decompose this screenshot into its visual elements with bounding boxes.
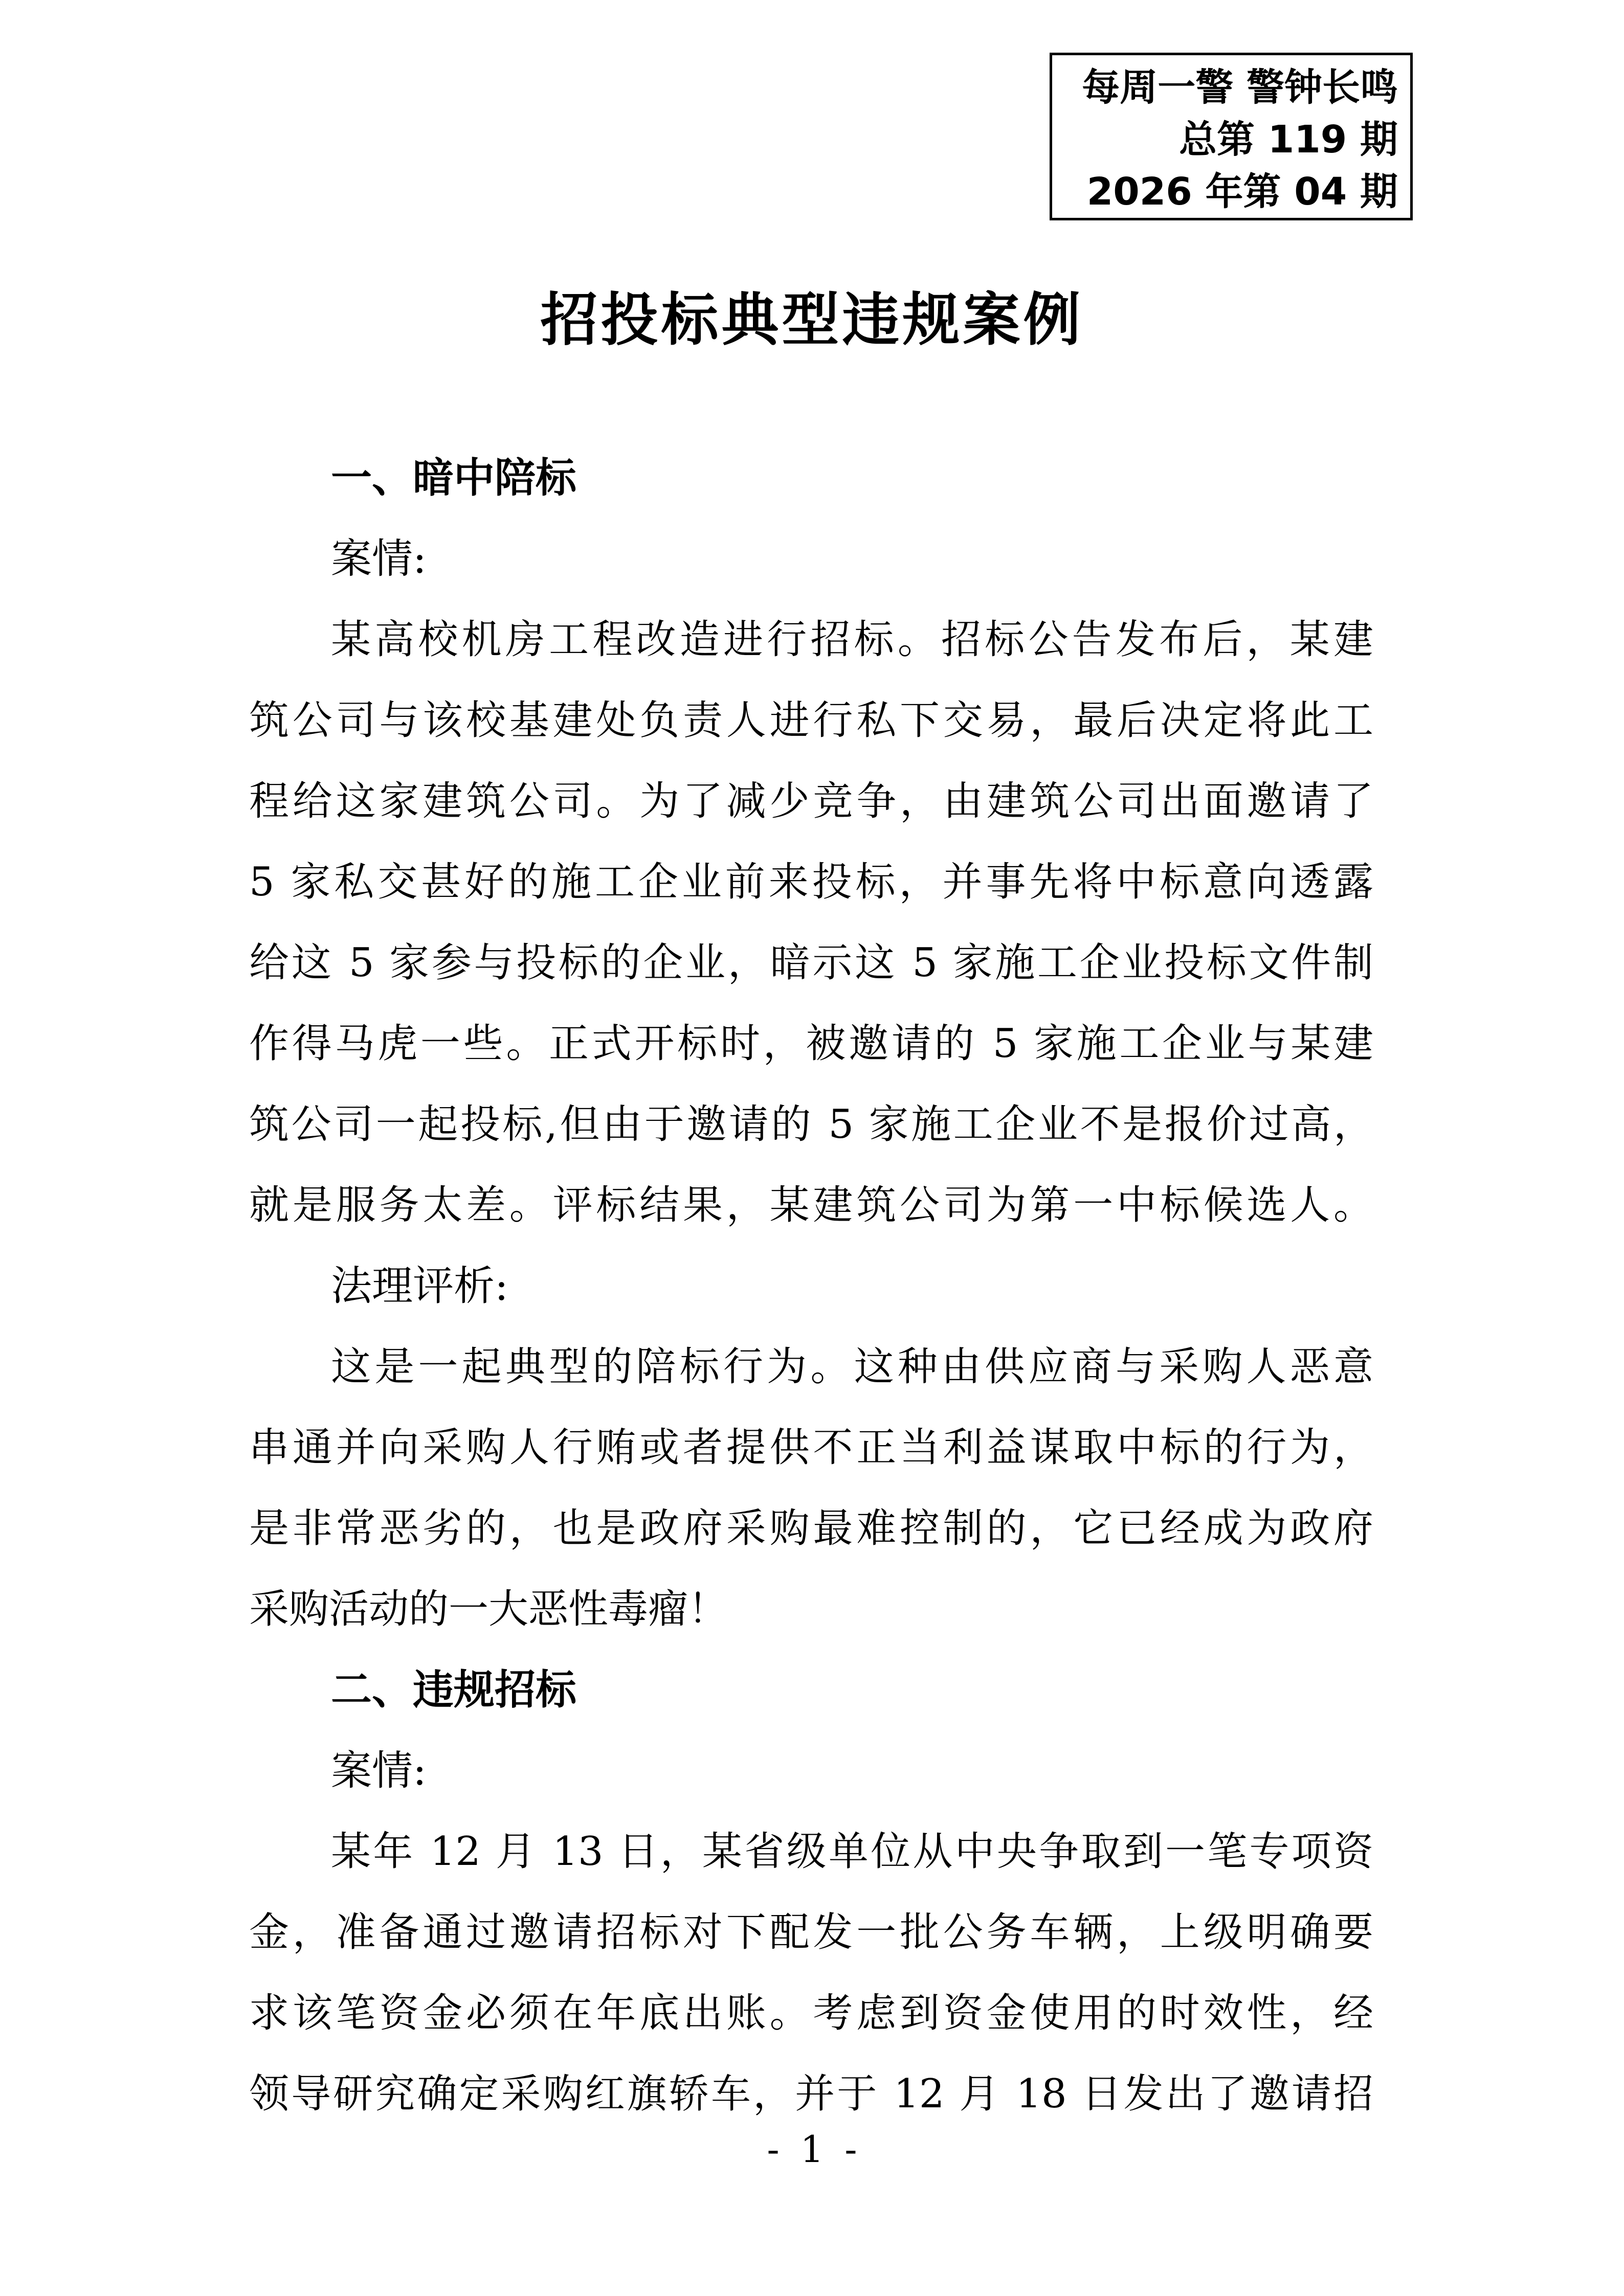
- page-number: - 1 -: [767, 2128, 857, 2171]
- text-line: 筑公司与该校基建处负责人进行私下交易，最后决定将此工: [249, 697, 1373, 744]
- text-line: 就是服务太差。评标结果，某建筑公司为第一中标候选人。: [249, 1182, 1373, 1228]
- text-line: 求该笔资金必须在年底出账。考虑到资金使用的时效性，经: [249, 1990, 1373, 2036]
- section-1-heading: 一、暗中陪标: [331, 454, 576, 502]
- text-line: 是非常恶劣的，也是政府采购最难控制的，它已经成为政府: [249, 1505, 1373, 1551]
- section-2-heading: 二、违规招标: [331, 1666, 576, 1714]
- text-line: 采购活动的一大恶性毒瘤！: [249, 1586, 728, 1632]
- case-label: 案情:: [331, 1747, 427, 1794]
- text-line: 某高校机房工程改造进行招标。招标公告发布后，某建: [331, 617, 1373, 663]
- masthead-issue-year: 2026 年第 04 期: [1086, 170, 1398, 214]
- text-line: 作得马虎一些。正式开标时，被邀请的 5 家施工企业与某建: [249, 1021, 1373, 1067]
- page-title: 招投标典型违规案例: [540, 286, 1084, 353]
- text-line: 这是一起典型的陪标行为。这种由供应商与采购人恶意: [331, 1344, 1373, 1390]
- text-line: 程给这家建筑公司。为了减少竞争，由建筑公司出面邀请了: [249, 778, 1373, 824]
- masthead-slogan: 每周一警 警钟长鸣: [1082, 65, 1398, 109]
- text-line: 给这 5 家参与投标的企业，暗示这 5 家施工企业投标文件制: [249, 940, 1373, 986]
- text-line: 5 家私交甚好的施工企业前来投标，并事先将中标意向透露: [249, 859, 1373, 905]
- text-line: 金，准备通过邀请招标对下配发一批公务车辆，上级明确要: [249, 1909, 1373, 1955]
- document-body: [249, 438, 1373, 2134]
- text-line: 领导研究确定采购红旗轿车，并于 12 月 18 日发出了邀请招: [249, 2071, 1373, 2117]
- text-line: 筑公司一起投标,但由于邀请的 5 家施工企业不是报价过高，: [249, 1101, 1373, 1147]
- text-line: 串通并向采购人行贿或者提供不正当利益谋取中标的行为，: [249, 1425, 1373, 1471]
- text-line: 某年 12 月 13 日，某省级单位从中央争取到一笔专项资: [331, 1829, 1373, 1875]
- masthead-issue-total: 总第 119 期: [1179, 118, 1398, 162]
- masthead-box: [1050, 53, 1413, 220]
- case-label: 案情:: [331, 535, 427, 582]
- analysis-label: 法理评析:: [331, 1262, 508, 1310]
